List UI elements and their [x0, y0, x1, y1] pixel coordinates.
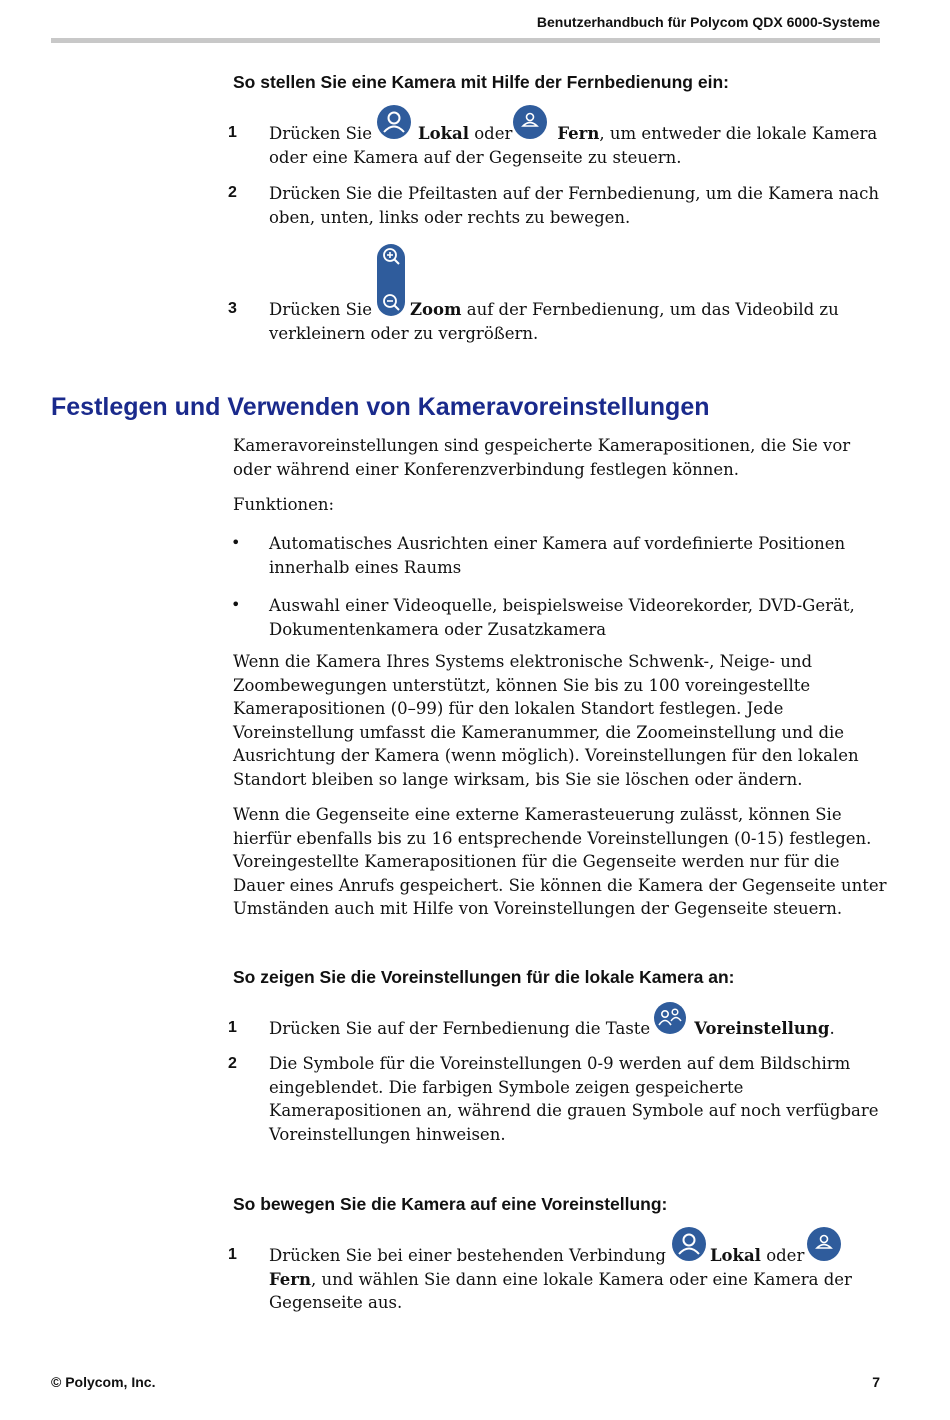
step-text: [269, 122, 889, 169]
near-person-icon: [376, 104, 412, 140]
step-line: oder eine Kamera auf der Gegenseite zu steuern.: [269, 147, 682, 167]
section-title: Festlegen und Verwenden von Kameravoreinstellungen: [51, 393, 710, 421]
far-person-icon: [512, 104, 548, 140]
near-person-icon: [671, 1226, 707, 1262]
step-text: Die Symbole für die Voreinstellungen 0-9 werden auf dem Bildschirm eingeblendet. Die farbigen Symbole zeigen gespeicherte Kamerapositionen an, während die grauen Symbole auf noch verfügbare Voreinstellungen hinweisen.: [269, 1054, 879, 1144]
step-number: 2: [228, 184, 237, 201]
step-number: 2: [228, 1055, 237, 1072]
step-number: 1: [228, 1019, 237, 1036]
paragraph: Wenn die Kamera Ihres Systems elektronische Schwenk-, Neige- und Zoombewegungen unterstützt, können Sie bis zu 100 voreingestellte Kamerapositionen (0–99) für den lokalen Standort festlegen. Jede Voreinstellung umfasst die Kameranummer, die Zoomeinstellung und die Ausrichtung der Kamera (wenn möglich). Voreinstellungen für den lokalen Standort bleiben so lange wirksam, bis Sie sie löschen oder ändern.: [233, 652, 859, 789]
footer-copyright: © Polycom, Inc.: [51, 1374, 156, 1390]
step-line: Fern, und wählen Sie dann eine lokale Kamera oder eine Kamera der Gegenseite aus.: [269, 1269, 852, 1312]
step-line: oben, unten, links oder rechts zu bewegen.: [269, 207, 631, 227]
step-text: [269, 1244, 889, 1315]
step-line: Drücken Sie die Pfeiltasten auf der Fernbedienung, um die Kamera nach: [269, 184, 879, 203]
step-number: 1: [228, 124, 237, 141]
step-text: [269, 298, 889, 345]
functions-label: Funktionen:: [233, 495, 335, 514]
step-line: Drücken Sie Zoom auf der Fernbedienung, um das Videobild zu: [269, 300, 839, 319]
bullet-text: Auswahl einer Videoquelle, beispielsweise Videorekorder, DVD-Gerät, Dokumentenkamera oder Zusatzkamera: [269, 596, 855, 639]
procedure-heading-move-to-preset: So bewegen Sie die Kamera auf eine Voreinstellung:: [233, 1194, 668, 1214]
step-number: 3: [228, 300, 237, 317]
step-line: verkleinern oder zu vergrößern.: [269, 323, 539, 343]
step-text: Drücken Sie auf der Fernbedienung die Taste Voreinstellung.: [269, 1019, 835, 1038]
bullet-marker: •: [231, 533, 241, 552]
header-title: Benutzerhandbuch für Polycom QDX 6000-Systeme: [536, 14, 880, 30]
bullet-text: Automatisches Ausrichten einer Kamera auf vordefinierte Positionen innerhalb eines Raums: [269, 534, 846, 577]
step-line: Drücken Sie Lokal oder Fern, um entweder die lokale Kamera: [269, 124, 878, 143]
preset-icon: [653, 1001, 687, 1035]
procedure-heading-camera-adjust: So stellen Sie eine Kamera mit Hilfe der Fernbedienung ein:: [233, 72, 729, 92]
paragraph: Wenn die Gegenseite eine externe Kamerasteuerung zulässt, können Sie hierfür ebenfalls bis zu 16 entsprechende Voreinstellungen (0-15) festlegen. Voreingestellte Kamerapositionen für die Gegenseite werden nur für die Dauer eines Anrufs gespeichert. Sie können die Kamera der Gegenseite unter Umständen auch mit Hilfe von Voreinstellungen der Gegenseite steuern.: [233, 805, 887, 918]
step-line: Drücken Sie bei einer bestehenden Verbindung Lokal oder: [269, 1246, 805, 1265]
header-rule: [51, 38, 880, 43]
page-number: 7: [872, 1374, 880, 1390]
intro-paragraph: Kameravoreinstellungen sind gespeicherte Kamerapositionen, die Sie vor oder während einer Konferenzverbindung festlegen können.: [233, 436, 851, 479]
step-text: [269, 182, 889, 229]
procedure-heading-view-presets: So zeigen Sie die Voreinstellungen für die lokale Kamera an:: [233, 967, 735, 987]
bullet-marker: •: [231, 595, 241, 614]
far-person-icon: [806, 1226, 842, 1262]
step-number: 1: [228, 1246, 237, 1263]
